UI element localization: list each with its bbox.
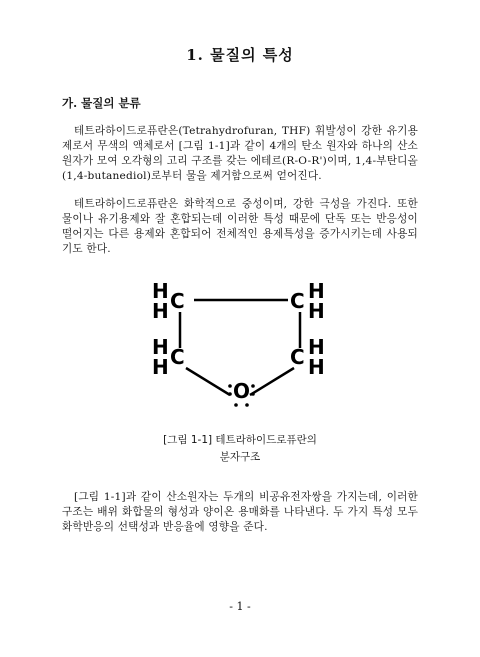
thf-molecule-diagram — [150, 278, 330, 408]
caption-line-2: 분자구조 — [219, 451, 261, 463]
atom-c: C — [290, 289, 305, 313]
atom-h: H — [308, 279, 325, 303]
atom-h: H — [308, 299, 325, 323]
lone-pair-dot — [234, 403, 238, 407]
lone-pair-dot — [228, 384, 232, 388]
caption-line-1: [그림 1-1] 테트라하이드로퓨란의 — [163, 434, 317, 446]
section-heading: 가. 물질의 분류 — [62, 96, 141, 110]
atom-c: C — [290, 345, 305, 369]
atom-h: H — [152, 279, 169, 303]
paragraph-3: [그림 1-1]과 같이 산소원자는 두개의 비공유전자쌍을 가지는데, 이러한 구조는 배위 화합물의 형성과 양이온 용매화를 나타낸다. 두 가지 특성 모두 화학반응의 선택성과 반응율에 영향을 준다. — [62, 491, 418, 533]
page-number: - 1 - — [229, 600, 251, 613]
atom-o: O — [233, 379, 251, 403]
lone-pair-dot — [245, 403, 249, 407]
paragraph-1: 테트라하이드로퓨란은(Tetrahydrofuran, THF) 휘발성이 강한 유기용제로서 무색의 액체로서 [그림 1-1]과 같이 4개의 탄소 원자와 하나의 산소원자가 모여 오각형의 고리 구조를 갖는 에테르(R-O-R')이며, 1,4-부탄디올(1,4-butanediol)로부터 물을 제거함으로써 얻어진다. — [62, 125, 418, 182]
page-title: 1. 물질의 특성 — [186, 46, 294, 64]
paragraph-2: 테트라하이드로퓨란은 화학적으로 중성이며, 강한 극성을 가진다. 또한 물이나 유기용제와 잘 혼합되는데 이러한 특성 때문에 단독 또는 반응성이 떨어지는 다른 용제와 혼합되어 전체적인 용제특성을 증가시키는데 사용되기도 한다. — [62, 198, 418, 255]
atom-h: H — [152, 355, 169, 379]
lone-pair-dot — [251, 384, 255, 388]
bond-c4-o — [186, 368, 230, 395]
atom-h: H — [308, 355, 325, 379]
lone-pair-dot — [251, 392, 255, 396]
figure-caption — [0, 432, 480, 466]
atom-c: C — [170, 289, 185, 313]
atom-c: C — [170, 345, 185, 369]
atom-h: H — [152, 299, 169, 323]
lone-pair-dot — [228, 392, 232, 396]
bond-c3-o — [250, 368, 294, 395]
atom-h: H — [308, 335, 325, 359]
atom-h: H — [152, 335, 169, 359]
